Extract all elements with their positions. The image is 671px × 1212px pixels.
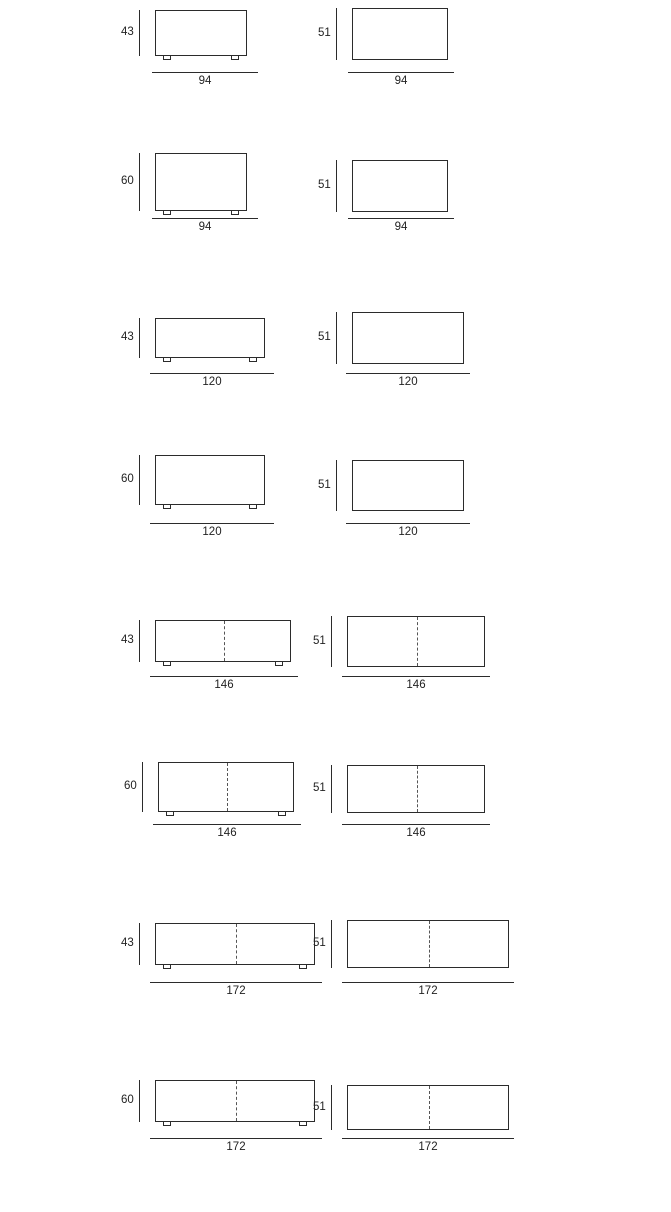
width-dimension (153, 824, 301, 842)
height-dimension (313, 1085, 332, 1130)
leg-right (249, 358, 257, 362)
center-seam-line (224, 621, 225, 661)
height-dimension (313, 616, 332, 667)
height-dimension (318, 160, 337, 212)
furniture-outline (155, 318, 265, 358)
furniture-outline (155, 153, 247, 211)
width-dimension-line (152, 218, 258, 219)
height-dimension (121, 10, 140, 56)
width-dimension (342, 982, 514, 1000)
width-dimension (346, 523, 470, 541)
height-label: 60 (121, 1094, 134, 1107)
width-label: 120 (202, 376, 222, 388)
height-dimension (121, 153, 140, 211)
width-dimension-line (342, 676, 490, 677)
furniture-outline (158, 762, 294, 812)
height-extension-line (336, 160, 337, 212)
height-extension-line (139, 455, 140, 505)
leg-left (163, 358, 171, 362)
height-label: 51 (313, 634, 326, 647)
height-label: 43 (121, 26, 134, 39)
height-dimension (318, 460, 337, 511)
center-seam-line (417, 766, 418, 812)
height-extension-line (139, 10, 140, 56)
height-extension-line (142, 762, 143, 812)
leg-left (163, 965, 171, 969)
width-dimension-line (346, 373, 470, 374)
width-dimension-line (153, 824, 301, 825)
width-dimension-line (150, 373, 274, 374)
width-label: 146 (406, 827, 426, 839)
leg-right (275, 662, 283, 666)
width-label: 94 (198, 75, 212, 87)
width-dimension (346, 373, 470, 391)
width-dimension (342, 1138, 514, 1156)
height-dimension (313, 920, 332, 968)
height-label: 60 (121, 175, 134, 188)
height-label: 43 (121, 937, 134, 950)
furniture-outline (352, 312, 464, 364)
width-label: 94 (198, 221, 212, 233)
leg-left (163, 662, 171, 666)
leg-left (163, 211, 171, 215)
center-seam-line (429, 921, 430, 967)
height-label: 51 (318, 331, 331, 344)
height-label: 51 (318, 179, 331, 192)
center-seam-line (429, 1086, 430, 1129)
width-dimension (150, 982, 322, 1000)
height-extension-line (331, 616, 332, 667)
width-label: 172 (418, 1141, 438, 1153)
width-label: 94 (394, 221, 408, 233)
height-dimension (121, 620, 140, 662)
center-seam-line (417, 617, 418, 666)
height-label: 43 (121, 331, 134, 344)
width-label: 120 (202, 526, 222, 538)
leg-right (231, 56, 239, 60)
leg-left (163, 1122, 171, 1126)
height-label: 51 (318, 27, 331, 40)
width-dimension (150, 676, 298, 694)
furniture-outline (352, 160, 448, 212)
width-dimension-line (150, 676, 298, 677)
width-dimension (348, 72, 454, 90)
center-seam-line (227, 763, 228, 811)
height-dimension (121, 923, 140, 965)
height-extension-line (139, 1080, 140, 1122)
leg-right (249, 505, 257, 509)
leg-right (299, 1122, 307, 1126)
height-dimension (313, 765, 332, 813)
height-extension-line (336, 312, 337, 364)
height-extension-line (331, 765, 332, 813)
width-dimension-line (150, 523, 274, 524)
width-dimension (348, 218, 454, 236)
furniture-outline (347, 765, 485, 813)
height-extension-line (331, 1085, 332, 1130)
height-dimension (124, 762, 143, 812)
height-dimension (318, 8, 337, 60)
width-dimension (152, 218, 258, 236)
height-extension-line (331, 920, 332, 968)
height-extension-line (336, 8, 337, 60)
furniture-outline (352, 460, 464, 511)
furniture-outline (347, 920, 509, 968)
height-dimension (318, 312, 337, 364)
width-label: 172 (226, 985, 246, 997)
height-label: 51 (313, 937, 326, 950)
leg-left (163, 56, 171, 60)
width-label: 120 (398, 376, 418, 388)
width-dimension-line (342, 982, 514, 983)
width-dimension (150, 1138, 322, 1156)
furniture-outline (347, 616, 485, 667)
furniture-outline (155, 1080, 315, 1122)
height-label: 51 (318, 478, 331, 491)
width-dimension-line (348, 72, 454, 73)
width-dimension-line (348, 218, 454, 219)
width-dimension-line (342, 824, 490, 825)
width-label: 146 (214, 679, 234, 691)
width-dimension (150, 523, 274, 541)
width-dimension-line (342, 1138, 514, 1139)
width-label: 146 (406, 679, 426, 691)
height-label: 51 (313, 782, 326, 795)
height-extension-line (336, 460, 337, 511)
width-dimension-line (150, 982, 322, 983)
furniture-outline (155, 10, 247, 56)
width-dimension (152, 72, 258, 90)
furniture-outline (155, 620, 291, 662)
height-label: 51 (313, 1100, 326, 1113)
width-label: 94 (394, 75, 408, 87)
center-seam-line (236, 924, 237, 964)
width-dimension-line (152, 72, 258, 73)
height-extension-line (139, 923, 140, 965)
furniture-outline (352, 8, 448, 60)
leg-right (278, 812, 286, 816)
height-dimension (121, 318, 140, 358)
width-label: 172 (418, 985, 438, 997)
height-extension-line (139, 620, 140, 662)
leg-right (299, 965, 307, 969)
width-label: 172 (226, 1141, 246, 1153)
height-dimension (121, 1080, 140, 1122)
height-extension-line (139, 153, 140, 211)
furniture-outline (155, 455, 265, 505)
width-dimension-line (346, 523, 470, 524)
leg-right (231, 211, 239, 215)
width-dimension-line (150, 1138, 322, 1139)
center-seam-line (236, 1081, 237, 1121)
furniture-outline (155, 923, 315, 965)
width-label: 146 (217, 827, 237, 839)
height-label: 60 (124, 780, 137, 793)
height-extension-line (139, 318, 140, 358)
furniture-outline (347, 1085, 509, 1130)
leg-left (166, 812, 174, 816)
width-label: 120 (398, 526, 418, 538)
width-dimension (342, 676, 490, 694)
height-label: 60 (121, 473, 134, 486)
width-dimension (342, 824, 490, 842)
width-dimension (150, 373, 274, 391)
leg-left (163, 505, 171, 509)
height-dimension (121, 455, 140, 505)
height-label: 43 (121, 634, 134, 647)
